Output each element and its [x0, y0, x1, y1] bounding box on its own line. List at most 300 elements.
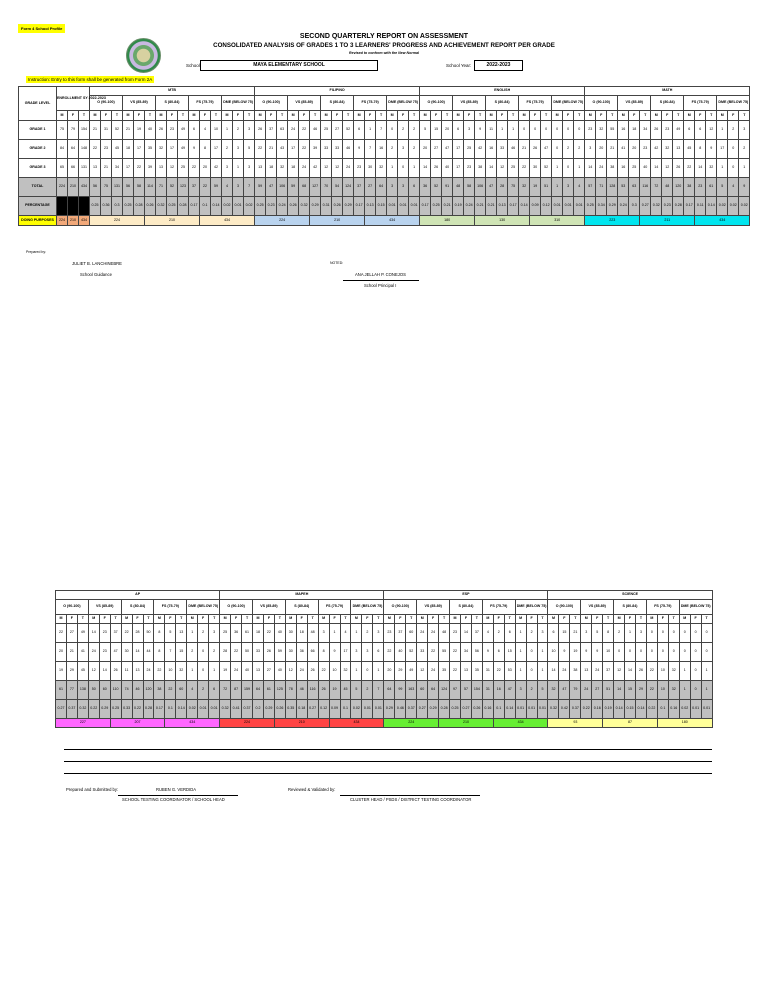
table-row-cell: 48 — [307, 624, 318, 643]
purposes-cell: 210 — [145, 216, 200, 226]
table-row-cell: 1 — [497, 121, 508, 140]
table-row-cell: 50 — [88, 681, 99, 700]
purposes-cell: 224 — [384, 719, 439, 728]
purposes-cell: 434 — [695, 216, 750, 226]
table-row-cell: 0.19 — [453, 197, 464, 216]
level-header: VS (85-89) — [88, 600, 121, 615]
table-row-cell: 42 — [310, 159, 321, 178]
table-row-cell: 0.31 — [321, 197, 332, 216]
table-row-cell: 0.17 — [354, 197, 365, 216]
purposes-cell: 180 — [657, 719, 712, 728]
table-row-cell: 5 — [165, 624, 176, 643]
table-row-cell: 60 — [417, 681, 428, 700]
table-row-cell: 75 — [508, 178, 519, 197]
table-row-cell: 54 — [332, 178, 343, 197]
table-row-cell: 1 — [625, 624, 636, 643]
table-row-cell: 13 — [255, 159, 266, 178]
table-row-cell: 64 — [376, 178, 387, 197]
table-row-cell: 0.16 — [482, 700, 493, 719]
table-row-cell: 22 — [450, 643, 461, 662]
mft-header: T — [307, 615, 318, 624]
table-row-cell: 12 — [88, 662, 99, 681]
level-header: VS (85-89) — [453, 96, 486, 111]
table-row-cell: 0.01 — [515, 700, 526, 719]
level-header: DME (BELOW 75) — [679, 600, 712, 615]
table-row-cell: 3 — [318, 624, 329, 643]
table-row-cell: 12 — [662, 159, 673, 178]
table-row-cell: 72 — [220, 681, 231, 700]
table-row-cell: 0 — [198, 643, 209, 662]
table-row-cell: 97 — [450, 681, 461, 700]
table-row-cell: 6 — [373, 643, 384, 662]
table-row-cell: 3 — [244, 121, 255, 140]
table-row-cell: 0.12 — [541, 197, 552, 216]
prepared-by-title: School Guidance — [80, 272, 112, 277]
mft-header: T — [570, 615, 581, 624]
table-row-cell: 21 — [519, 140, 530, 159]
table-row-cell: 9 — [592, 643, 603, 662]
mft-header: T — [739, 111, 750, 121]
table-row-cell: 32 — [668, 662, 679, 681]
school-name-field: MAYA ELEMENTARY SCHOOL — [200, 60, 378, 71]
table-row-cell: 24 — [288, 121, 299, 140]
table-row-cell: 24 — [417, 624, 428, 643]
table-row-cell: 0.14 — [614, 700, 625, 719]
mft-header: T — [508, 111, 519, 121]
mft-header: T — [442, 111, 453, 121]
mft-header: M — [189, 111, 200, 121]
table-row-cell: 3 — [635, 624, 646, 643]
mft-header: F — [233, 111, 244, 121]
table-row-cell: 49 — [673, 121, 684, 140]
table-row-cell: 23 — [167, 121, 178, 140]
table-row-cell: 49 — [178, 140, 189, 159]
table-row-cell: 6 — [548, 624, 559, 643]
table-row-cell: 28 — [497, 178, 508, 197]
table-row-cell: 0.25 — [450, 700, 461, 719]
table-row-cell: 0.25 — [431, 197, 442, 216]
level-header: FS (75-79) — [684, 96, 717, 111]
table-row-cell: 0.29 — [428, 700, 439, 719]
table-row-cell: 0.09 — [530, 197, 541, 216]
table-row-cell: 0.01 — [574, 197, 585, 216]
table-row-cell: 50 — [242, 643, 253, 662]
table-row-cell: 6 — [493, 643, 504, 662]
table-row-cell: 21 — [90, 121, 101, 140]
mft-header: T — [537, 615, 548, 624]
table-row-cell: 125 — [274, 681, 285, 700]
mft-header: F — [559, 615, 570, 624]
school-label: School: — [186, 63, 202, 68]
table-row-cell: 13 — [132, 662, 143, 681]
table-row-cell: 0 — [701, 624, 712, 643]
form-tag: Form 4 School Profile — [18, 24, 65, 33]
table-row-cell: 10 — [548, 643, 559, 662]
table-row-cell: 8 — [318, 643, 329, 662]
table-row-cell: 3 — [398, 178, 409, 197]
table-row-cell: 26 — [530, 140, 541, 159]
table-row-cell: 18 — [253, 624, 264, 643]
table-row-cell: 22 — [154, 662, 165, 681]
table-row-cell: 24 — [143, 662, 154, 681]
table-row-cell: 24 — [581, 681, 592, 700]
table-row-cell: 2 — [614, 624, 625, 643]
table-row-cell: 22 — [200, 178, 211, 197]
table-row-cell: 2 — [198, 681, 209, 700]
subject-header: FILIPINO — [255, 87, 420, 96]
table-row-cell: 31 — [101, 121, 112, 140]
table-row-cell: 10 — [603, 643, 614, 662]
table-row-cell: 0.02 — [244, 197, 255, 216]
table-row-cell: 0.14 — [211, 197, 222, 216]
table-row-cell: 29 — [66, 662, 77, 681]
table-row-cell: 15 — [625, 681, 636, 700]
table-row-cell: 2 — [233, 121, 244, 140]
table-row-cell: 53 — [618, 178, 629, 197]
row-label: GRADE 2 — [19, 140, 57, 159]
table-row-cell: 42 — [475, 140, 486, 159]
table-row-cell: 33 — [417, 643, 428, 662]
table-row-cell: 14 — [132, 643, 143, 662]
table-row-cell: 0.29 — [607, 197, 618, 216]
table-row-cell: 46 — [296, 681, 307, 700]
level-header: O (90-100) — [220, 600, 253, 615]
table-row-cell: 0.11 — [695, 197, 706, 216]
table-row-cell: 24 — [88, 643, 99, 662]
level-header: O (90-100) — [90, 96, 123, 111]
mft-header: T — [79, 111, 90, 121]
table-row-cell: 22 — [299, 121, 310, 140]
table-row-cell: 1 — [552, 178, 563, 197]
table-row-cell: 434 — [79, 178, 90, 197]
table-row-cell: 0.28 — [143, 700, 154, 719]
table-row-cell: 0.25 — [110, 700, 121, 719]
table-row-cell: 0.16 — [592, 700, 603, 719]
mft-header: M — [57, 111, 68, 121]
table-row-cell: 40 — [442, 159, 453, 178]
mft-header: F — [167, 111, 178, 121]
table-row-cell: 24 — [428, 624, 439, 643]
table-row-cell: 6 — [409, 178, 420, 197]
purposes-label: DOING PURPOSES — [19, 216, 57, 226]
table-row-cell: 131 — [79, 159, 90, 178]
table-row-cell: 0.01 — [563, 197, 574, 216]
table-row-cell: 5 — [420, 121, 431, 140]
table-row-cell — [57, 197, 68, 216]
table-row-cell: 37 — [189, 178, 200, 197]
table-row-cell: 1 — [365, 121, 376, 140]
table-row-cell: 23 — [384, 624, 395, 643]
level-header: FS (75-79) — [189, 96, 222, 111]
table-row-cell: 0.32 — [220, 700, 231, 719]
submitted-name: RUBEN G. VERDIDA — [156, 787, 197, 792]
table-row-cell: 74 — [121, 681, 132, 700]
mft-header: F — [625, 615, 636, 624]
table-row-cell: 0 — [614, 643, 625, 662]
row-label: GRADE 3 — [19, 159, 57, 178]
table-row-cell: 17 — [211, 140, 222, 159]
table-row-cell: 1 — [387, 159, 398, 178]
table-row-cell: 22 — [299, 140, 310, 159]
purposes-cell: 434 — [165, 719, 220, 728]
table-row-cell: 33 — [321, 140, 332, 159]
noted-title: School Principal I — [364, 283, 397, 288]
table-row-cell: 13 — [460, 662, 471, 681]
table-row-cell: 20 — [384, 662, 395, 681]
level-header: DME (BELOW 75) — [717, 96, 750, 111]
table-row-cell: 59 — [211, 178, 222, 197]
table-row-cell: 0.24 — [277, 197, 288, 216]
table-row-cell: 3 — [222, 159, 233, 178]
table-row-cell: 8 — [154, 643, 165, 662]
table-row-cell: 138 — [77, 681, 88, 700]
table-row-cell: 26 — [307, 662, 318, 681]
table-row-cell: 1 — [187, 624, 198, 643]
mft-header: F — [299, 111, 310, 121]
prepared-by-name: JULIET B. LANCHINEBRE — [72, 261, 122, 266]
table-row-cell: 22 — [519, 159, 530, 178]
mft-header: M — [417, 615, 428, 624]
table-row-cell: 0.23 — [266, 197, 277, 216]
table-row-cell: 48 — [453, 178, 464, 197]
table-row-cell: 26 — [156, 121, 167, 140]
table-row-cell: 5 — [537, 681, 548, 700]
table-row-cell: 71 — [156, 178, 167, 197]
mft-header: T — [439, 615, 450, 624]
table-row-cell: 0 — [563, 159, 574, 178]
table-row-cell: 10 — [657, 662, 668, 681]
mft-header: T — [277, 111, 288, 121]
table-row-cell: 25 — [464, 140, 475, 159]
school-year-label: School Year: — [446, 63, 472, 68]
table-row-cell: 19 — [530, 178, 541, 197]
table-row-cell: 91 — [442, 178, 453, 197]
purposes-cell: 207 — [110, 719, 165, 728]
table-row-cell: 50 — [143, 624, 154, 643]
mft-header: T — [143, 615, 154, 624]
table-row-cell: 1 — [679, 662, 690, 681]
mft-header: F — [398, 111, 409, 121]
table-row-cell: 22 — [428, 643, 439, 662]
table-row-cell — [68, 197, 79, 216]
table-row-cell: 4 — [728, 178, 739, 197]
mft-header: M — [285, 615, 296, 624]
table-row-cell: 39 — [310, 140, 321, 159]
mft-header: T — [176, 615, 187, 624]
level-header: S (80-84) — [450, 600, 483, 615]
table-row-cell: 1 — [679, 681, 690, 700]
mft-header: M — [321, 111, 332, 121]
table-row-cell: 45 — [77, 662, 88, 681]
table-row-cell: 3 — [563, 178, 574, 197]
table-row-cell: 17 — [134, 140, 145, 159]
table-row-cell: 28 — [132, 624, 143, 643]
table-row-cell: 20 — [420, 140, 431, 159]
table-row-cell: 9 — [739, 178, 750, 197]
table-row-cell: 116 — [307, 681, 318, 700]
table-row-cell: 127 — [310, 178, 321, 197]
table-row-cell: 0 — [530, 121, 541, 140]
mft-header: M — [646, 615, 657, 624]
table-row-cell: 4 — [574, 178, 585, 197]
table-row-cell: 7 — [373, 681, 384, 700]
level-header: DME (BELOW 75) — [387, 96, 420, 111]
table-row-cell: 17 — [453, 140, 464, 159]
table-row-cell: 16 — [618, 121, 629, 140]
table-row-cell: 0.19 — [603, 700, 614, 719]
table-row-cell: 32 — [596, 121, 607, 140]
mft-header: M — [123, 111, 134, 121]
table-row-cell: 25 — [508, 159, 519, 178]
table-row-cell: 9 — [559, 643, 570, 662]
table-row-cell: 22 — [646, 681, 657, 700]
table-row-cell: 3 — [362, 643, 373, 662]
table-row-cell: 0 — [387, 121, 398, 140]
table-row-cell: 12 — [167, 159, 178, 178]
remark-line-1 — [64, 749, 712, 750]
table-row-cell: 0.01 — [537, 700, 548, 719]
table-row-cell: 0 — [563, 121, 574, 140]
table-row-cell: 56 — [471, 643, 482, 662]
mft-header: M — [154, 615, 165, 624]
table-row-cell: 63 — [277, 121, 288, 140]
table-row-cell: 0.17 — [189, 197, 200, 216]
table-row-cell: 25 — [178, 159, 189, 178]
table-row-cell: 52 — [343, 121, 354, 140]
table-row-cell: 0.25 — [123, 197, 134, 216]
mft-header: F — [428, 615, 439, 624]
table-row-cell: 2 — [409, 140, 420, 159]
table-row-cell: 24 — [596, 159, 607, 178]
table-row-cell: 0 — [574, 121, 585, 140]
table-row-cell: 0 — [690, 643, 701, 662]
mft-header: M — [552, 111, 563, 121]
mft-header: F — [165, 615, 176, 624]
remark-line-3 — [64, 773, 712, 774]
row-label: PERCENTAGE — [19, 197, 57, 216]
table-row-cell: 0.29 — [310, 197, 321, 216]
table-row-cell: 0.01 — [409, 197, 420, 216]
mft-header: T — [373, 615, 384, 624]
table-row-cell: 3 — [398, 140, 409, 159]
table-row-cell: 7 — [365, 140, 376, 159]
mft-header: F — [66, 615, 77, 624]
table-row-cell: 35 — [471, 662, 482, 681]
report-title: SECOND QUARTERLY REPORT ON ASSESSMENT — [299, 33, 469, 40]
purposes-cell: 227 — [56, 719, 111, 728]
table-row-cell: 0.02 — [222, 197, 233, 216]
table-row-cell: 44 — [143, 643, 154, 662]
table-row-cell: 1 — [409, 159, 420, 178]
table-row-cell: 27 — [431, 140, 442, 159]
table-row-cell: 53 — [504, 662, 515, 681]
table-row-cell: 0.17 — [684, 197, 695, 216]
mft-header: T — [376, 111, 387, 121]
mft-header: F — [431, 111, 442, 121]
table-row-cell: 20 — [56, 643, 67, 662]
level-header: O (90-100) — [255, 96, 288, 111]
table-row-cell: 0.25 — [585, 197, 596, 216]
table-row-cell: 3 — [373, 624, 384, 643]
mft-header: F — [263, 615, 274, 624]
table-row-cell: 0.13 — [365, 197, 376, 216]
subject-header: MAPEH — [220, 591, 384, 600]
table-row-cell: 13 — [176, 624, 187, 643]
table-row-cell: 52 — [431, 178, 442, 197]
table-row-cell: 1 — [701, 681, 712, 700]
table-row-cell: 1 — [515, 624, 526, 643]
table-row-cell: 123 — [178, 178, 189, 197]
table-row-cell: 16 — [376, 140, 387, 159]
table-row-cell: 1 — [537, 662, 548, 681]
table-grades-1 — [18, 86, 750, 226]
table-row-cell: 38 — [684, 178, 695, 197]
table-row-cell: 14 — [88, 624, 99, 643]
purposes-cell: 434 — [329, 719, 384, 728]
table-row-cell: 32 — [156, 140, 167, 159]
purposes-cell: 130 — [475, 216, 530, 226]
table-row-cell: 0.27 — [307, 700, 318, 719]
mft-header: M — [318, 615, 329, 624]
table-row-cell: 24 — [559, 662, 570, 681]
table-row-cell: 0.37 — [570, 700, 581, 719]
table-row-cell: 1 — [329, 624, 340, 643]
table-row-cell: 75 — [101, 178, 112, 197]
table-row-cell: 57 — [460, 681, 471, 700]
table-row-cell: 1 — [515, 643, 526, 662]
table-row-cell: 0.01 — [362, 700, 373, 719]
table-row-cell: 26 — [318, 681, 329, 700]
table-row-cell: 4 — [200, 121, 211, 140]
table-row-cell: 0.14 — [706, 197, 717, 216]
table-row-cell: 8 — [695, 140, 706, 159]
purposes-enroll-cell: 210 — [68, 216, 79, 226]
submitted-title: SCHOOL TESTING COORDINATOR / SCHOOL HEAD — [122, 797, 225, 802]
table-row-cell: 1 — [508, 121, 519, 140]
table-row-cell: 0.22 — [581, 700, 592, 719]
mft-header: T — [77, 615, 88, 624]
table-row-cell: 13 — [581, 662, 592, 681]
table-row-cell: 1 — [717, 159, 728, 178]
table-row-cell: 25 — [220, 624, 231, 643]
table-row-cell: 66 — [307, 643, 318, 662]
school-year-field: 2022-2023 — [474, 60, 523, 71]
level-header: O (90-100) — [384, 600, 417, 615]
table-row-cell: 7 — [376, 121, 387, 140]
table-row-cell: 40 — [145, 121, 156, 140]
table-row-cell: 75 — [57, 121, 68, 140]
table-row-cell: 22 — [318, 662, 329, 681]
table-row-cell: 19 — [220, 662, 231, 681]
table-row-cell: 120 — [673, 178, 684, 197]
mft-header: M — [255, 111, 266, 121]
table-row-cell: 12 — [614, 662, 625, 681]
table-row-cell: 13 — [156, 159, 167, 178]
table-row-cell: 52 — [541, 159, 552, 178]
table-row-cell: 19 — [570, 643, 581, 662]
table-row-cell: 17 — [123, 159, 134, 178]
table-row-cell: 18 — [629, 121, 640, 140]
table-row-cell: 0.21 — [475, 197, 486, 216]
mft-header: M — [420, 111, 431, 121]
mft-header: M — [651, 111, 662, 121]
table-row-cell: 25 — [321, 121, 332, 140]
table-row-cell: 23 — [354, 159, 365, 178]
table-row-cell: 1 — [717, 121, 728, 140]
table-row-cell: 2 — [739, 140, 750, 159]
table-row-cell: 22 — [646, 662, 657, 681]
mft-header: T — [242, 615, 253, 624]
